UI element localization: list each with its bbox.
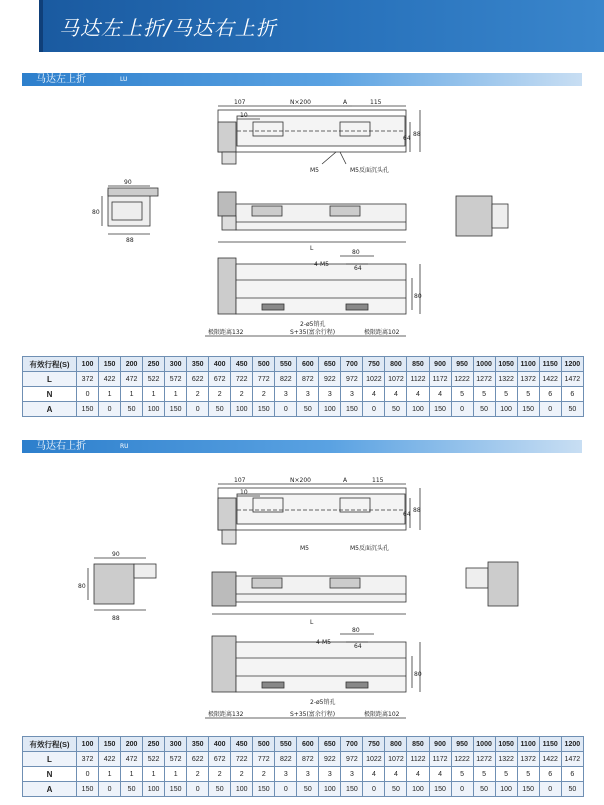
table-cell: 100: [319, 782, 341, 797]
table-cell: 100: [77, 357, 99, 372]
table-cell: 1222: [451, 372, 473, 387]
table-cell: 1372: [517, 752, 539, 767]
table-cell: 250: [143, 737, 165, 752]
table-cell: 100: [495, 782, 517, 797]
dim-m5-counter: M5反面沉头孔: [350, 545, 389, 552]
table-cell: 4: [363, 387, 385, 402]
table-cell: 50: [473, 782, 495, 797]
table-cell: 700: [341, 357, 363, 372]
table-cell: 100: [407, 402, 429, 417]
table-cell: 800: [385, 737, 407, 752]
table-cell: 50: [561, 402, 583, 417]
table-cell: 900: [429, 737, 451, 752]
table-cell: 150: [165, 402, 187, 417]
table-cell: 372: [77, 372, 99, 387]
table-cell: 150: [99, 357, 121, 372]
table-cell: 2: [231, 387, 253, 402]
table-cell: 550: [275, 737, 297, 752]
row-header: L: [23, 752, 77, 767]
table-cell: 150: [99, 737, 121, 752]
table-cell: 1050: [495, 737, 517, 752]
table-cell: 672: [209, 372, 231, 387]
table-cell: 1200: [561, 357, 583, 372]
table-cell: 650: [319, 357, 341, 372]
table-cell: 3: [319, 767, 341, 782]
dim-m5: M5: [300, 545, 309, 552]
table-cell: 1: [121, 387, 143, 402]
dim-4m5: 4-M5: [314, 261, 329, 268]
table-cell: 1000: [473, 357, 495, 372]
table-cell: 5: [473, 387, 495, 402]
spec-table-ru: [22, 736, 584, 797]
table-row: [23, 767, 584, 782]
table-cell: 1422: [539, 752, 561, 767]
table-cell: 4: [407, 387, 429, 402]
dim-64: 64: [403, 511, 411, 518]
table-cell: 1: [99, 387, 121, 402]
section-label: 马达左上折: [36, 74, 86, 85]
table-cell: 0: [77, 767, 99, 782]
table-cell: 50: [297, 782, 319, 797]
table-cell: 1050: [495, 357, 517, 372]
table-cell: 3: [297, 767, 319, 782]
table-cell: 100: [231, 402, 253, 417]
table-cell: 1200: [561, 737, 583, 752]
table-cell: 1472: [561, 752, 583, 767]
table-cell: 5: [517, 387, 539, 402]
table-cell: 1422: [539, 372, 561, 387]
table-cell: 972: [341, 752, 363, 767]
page-title: 马达左上折/马达右上折: [59, 16, 277, 40]
table-cell: 50: [561, 782, 583, 797]
dim-80b: 80: [352, 627, 360, 634]
table-cell: 1022: [363, 372, 385, 387]
table-cell: 400: [209, 737, 231, 752]
table-cell: 50: [385, 402, 407, 417]
table-cell: 50: [121, 782, 143, 797]
dim-107: 107: [234, 477, 246, 484]
dim-stroke: S+35(富余行程): [290, 329, 336, 336]
table-cell: 1: [165, 387, 187, 402]
table-cell: 672: [209, 752, 231, 767]
dim-88b: 88: [112, 615, 120, 622]
table-cell: 150: [341, 402, 363, 417]
table-cell: 400: [209, 357, 231, 372]
drawing-lu: [0, 92, 604, 348]
table-cell: 4: [429, 387, 451, 402]
dim-64b: 64: [354, 265, 362, 272]
table-cell: 6: [561, 387, 583, 402]
table-row: [23, 402, 584, 417]
dim-n200: N×200: [290, 477, 311, 484]
table-cell: 1072: [385, 372, 407, 387]
table-cell: 350: [187, 357, 209, 372]
table-cell: 0: [77, 387, 99, 402]
dim-88b: 88: [126, 237, 134, 244]
table-cell: 1172: [429, 372, 451, 387]
table-cell: 1: [121, 767, 143, 782]
table-cell: 722: [231, 752, 253, 767]
table-cell: 150: [517, 402, 539, 417]
table-cell: 100: [143, 782, 165, 797]
table-cell: 800: [385, 357, 407, 372]
table-cell: 900: [429, 357, 451, 372]
table-cell: 0: [99, 782, 121, 797]
table-cell: 750: [363, 357, 385, 372]
table-row: [23, 782, 584, 797]
table-cell: 1322: [495, 372, 517, 387]
dim-n200: N×200: [290, 99, 311, 106]
table-cell: 0: [451, 402, 473, 417]
table-cell: 1000: [473, 737, 495, 752]
table-cell: 2: [209, 387, 231, 402]
table-cell: 522: [143, 372, 165, 387]
table-row: [23, 372, 584, 387]
table-cell: 3: [275, 767, 297, 782]
section-bar-lu: [22, 73, 582, 86]
table-cell: 372: [77, 752, 99, 767]
table-cell: 1022: [363, 752, 385, 767]
table-cell: 300: [165, 737, 187, 752]
table-cell: 150: [165, 782, 187, 797]
dim-m5-counter: M5反面沉头孔: [350, 167, 389, 174]
spec-table-lu: [22, 356, 584, 417]
table-cell: 2: [187, 767, 209, 782]
table-cell: 200: [121, 737, 143, 752]
table-cell: 50: [209, 402, 231, 417]
dim-80: 80: [78, 583, 86, 590]
table-cell: 822: [275, 372, 297, 387]
table-cell: 0: [451, 782, 473, 797]
table-cell: 100: [143, 402, 165, 417]
dim-hole: 2-ø5销孔: [310, 699, 336, 706]
table-cell: 150: [429, 782, 451, 797]
table-cell: 1100: [517, 357, 539, 372]
row-header: A: [23, 782, 77, 797]
table-cell: 2: [253, 767, 275, 782]
table-cell: 3: [275, 387, 297, 402]
table-cell: 1150: [539, 737, 561, 752]
table-cell: 872: [297, 372, 319, 387]
table-cell: 3: [319, 387, 341, 402]
table-cell: 4: [363, 767, 385, 782]
dim-90: 90: [112, 551, 120, 558]
table-cell: 1122: [407, 752, 429, 767]
table-cell: 850: [407, 357, 429, 372]
table-cell: 300: [165, 357, 187, 372]
section-code: LU: [120, 76, 128, 83]
table-cell: 0: [363, 402, 385, 417]
dim-m5: M5: [310, 167, 319, 174]
table-cell: 500: [253, 357, 275, 372]
table-cell: 472: [121, 372, 143, 387]
table-cell: 150: [77, 402, 99, 417]
row-header: 有效行程(S): [23, 737, 77, 752]
table-cell: 2: [209, 767, 231, 782]
table-cell: 5: [473, 767, 495, 782]
dim-115: 115: [372, 477, 384, 484]
table-cell: 0: [275, 782, 297, 797]
table-cell: 5: [495, 387, 517, 402]
table-cell: 922: [319, 372, 341, 387]
table-cell: 0: [363, 782, 385, 797]
table-cell: 150: [77, 782, 99, 797]
table-cell: 50: [473, 402, 495, 417]
table-cell: 50: [297, 402, 319, 417]
table-cell: 872: [297, 752, 319, 767]
table-cell: 1222: [451, 752, 473, 767]
table-cell: 1: [99, 767, 121, 782]
table-cell: 572: [165, 752, 187, 767]
dim-88: 88: [413, 507, 421, 514]
dim-stroke: S+35(富余行程): [290, 711, 336, 718]
table-cell: 0: [539, 402, 561, 417]
table-cell: 522: [143, 752, 165, 767]
drawing-ru: [0, 460, 604, 728]
table-cell: 5: [451, 767, 473, 782]
dim-80b: 80: [352, 249, 360, 256]
table-cell: 750: [363, 737, 385, 752]
table-cell: 472: [121, 752, 143, 767]
table-cell: 450: [231, 357, 253, 372]
table-cell: 100: [231, 782, 253, 797]
dim-64b: 64: [354, 643, 362, 650]
table-cell: 700: [341, 737, 363, 752]
table-cell: 5: [451, 387, 473, 402]
table-cell: 100: [319, 402, 341, 417]
table-cell: 200: [121, 357, 143, 372]
table-cell: 0: [275, 402, 297, 417]
table-cell: 5: [495, 767, 517, 782]
table-cell: 100: [77, 737, 99, 752]
table-cell: 1150: [539, 357, 561, 372]
table-cell: 4: [407, 767, 429, 782]
section-code: RU: [120, 443, 129, 450]
table-row: [23, 357, 584, 372]
table-cell: 6: [539, 767, 561, 782]
table-cell: 50: [385, 782, 407, 797]
table-cell: 1122: [407, 372, 429, 387]
dim-88: 88: [413, 131, 421, 138]
dim-10: 10: [240, 489, 248, 496]
table-cell: 622: [187, 372, 209, 387]
table-cell: 822: [275, 752, 297, 767]
table-cell: 950: [451, 357, 473, 372]
section-bar-ru: [22, 440, 582, 453]
dim-l: L: [310, 619, 314, 626]
table-row: [23, 737, 584, 752]
table-cell: 450: [231, 737, 253, 752]
dim-107: 107: [234, 99, 246, 106]
table-cell: 4: [385, 387, 407, 402]
table-cell: 772: [253, 752, 275, 767]
row-header: N: [23, 387, 77, 402]
section-label: 马达右上折: [36, 441, 86, 452]
table-cell: 572: [165, 372, 187, 387]
row-header: N: [23, 767, 77, 782]
dim-4m5: 4-M5: [316, 639, 331, 646]
table-cell: 1072: [385, 752, 407, 767]
table-cell: 950: [451, 737, 473, 752]
table-cell: 600: [297, 357, 319, 372]
dim-l: L: [310, 245, 314, 252]
table-cell: 2: [231, 767, 253, 782]
table-cell: 4: [429, 767, 451, 782]
table-cell: 1172: [429, 752, 451, 767]
table-cell: 350: [187, 737, 209, 752]
row-header: 有效行程(S): [23, 357, 77, 372]
table-cell: 250: [143, 357, 165, 372]
table-cell: 650: [319, 737, 341, 752]
dim-115: 115: [370, 99, 382, 106]
table-cell: 6: [561, 767, 583, 782]
table-cell: 3: [341, 387, 363, 402]
table-cell: 50: [209, 782, 231, 797]
dim-90: 90: [124, 179, 132, 186]
table-cell: 0: [99, 402, 121, 417]
table-cell: 0: [539, 782, 561, 797]
dim-64: 64: [403, 135, 411, 142]
table-cell: 3: [341, 767, 363, 782]
table-cell: 100: [407, 782, 429, 797]
dim-80: 80: [92, 209, 100, 216]
table-row: [23, 752, 584, 767]
table-cell: 0: [187, 402, 209, 417]
dim-a: A: [343, 99, 348, 106]
row-header: L: [23, 372, 77, 387]
dim-80c: 80: [414, 293, 422, 300]
table-cell: 1100: [517, 737, 539, 752]
table-cell: 3: [297, 387, 319, 402]
table-cell: 1322: [495, 752, 517, 767]
table-cell: 722: [231, 372, 253, 387]
table-cell: 850: [407, 737, 429, 752]
dim-limit-l: 极限距离132: [208, 329, 244, 336]
table-cell: 550: [275, 357, 297, 372]
table-cell: 150: [341, 782, 363, 797]
header-accent: [39, 0, 43, 52]
dim-a: A: [343, 477, 348, 484]
dim-limit-r: 极限距离102: [364, 329, 400, 336]
table-cell: 772: [253, 372, 275, 387]
table-cell: 922: [319, 752, 341, 767]
dim-limit-l: 极限距离132: [208, 711, 244, 718]
table-cell: 5: [517, 767, 539, 782]
dim-80c: 80: [414, 671, 422, 678]
table-row: [23, 387, 584, 402]
table-cell: 4: [385, 767, 407, 782]
table-cell: 622: [187, 752, 209, 767]
table-cell: 1472: [561, 372, 583, 387]
table-cell: 972: [341, 372, 363, 387]
table-cell: 2: [187, 387, 209, 402]
table-cell: 1: [143, 387, 165, 402]
table-cell: 0: [187, 782, 209, 797]
dim-hole: 2-ø5销孔: [300, 321, 326, 328]
table-cell: 422: [99, 372, 121, 387]
table-cell: 150: [517, 782, 539, 797]
table-cell: 2: [253, 387, 275, 402]
table-cell: 1: [143, 767, 165, 782]
table-cell: 6: [539, 387, 561, 402]
table-cell: 1: [165, 767, 187, 782]
table-cell: 1272: [473, 752, 495, 767]
table-cell: 1272: [473, 372, 495, 387]
table-cell: 100: [495, 402, 517, 417]
table-cell: 600: [297, 737, 319, 752]
table-cell: 1372: [517, 372, 539, 387]
table-cell: 500: [253, 737, 275, 752]
dim-10: 10: [240, 112, 248, 119]
table-cell: 150: [253, 782, 275, 797]
page-header: [36, 0, 604, 52]
table-cell: 150: [429, 402, 451, 417]
table-cell: 422: [99, 752, 121, 767]
table-cell: 150: [253, 402, 275, 417]
row-header: A: [23, 402, 77, 417]
table-cell: 50: [121, 402, 143, 417]
dim-limit-r: 极限距离102: [364, 711, 400, 718]
